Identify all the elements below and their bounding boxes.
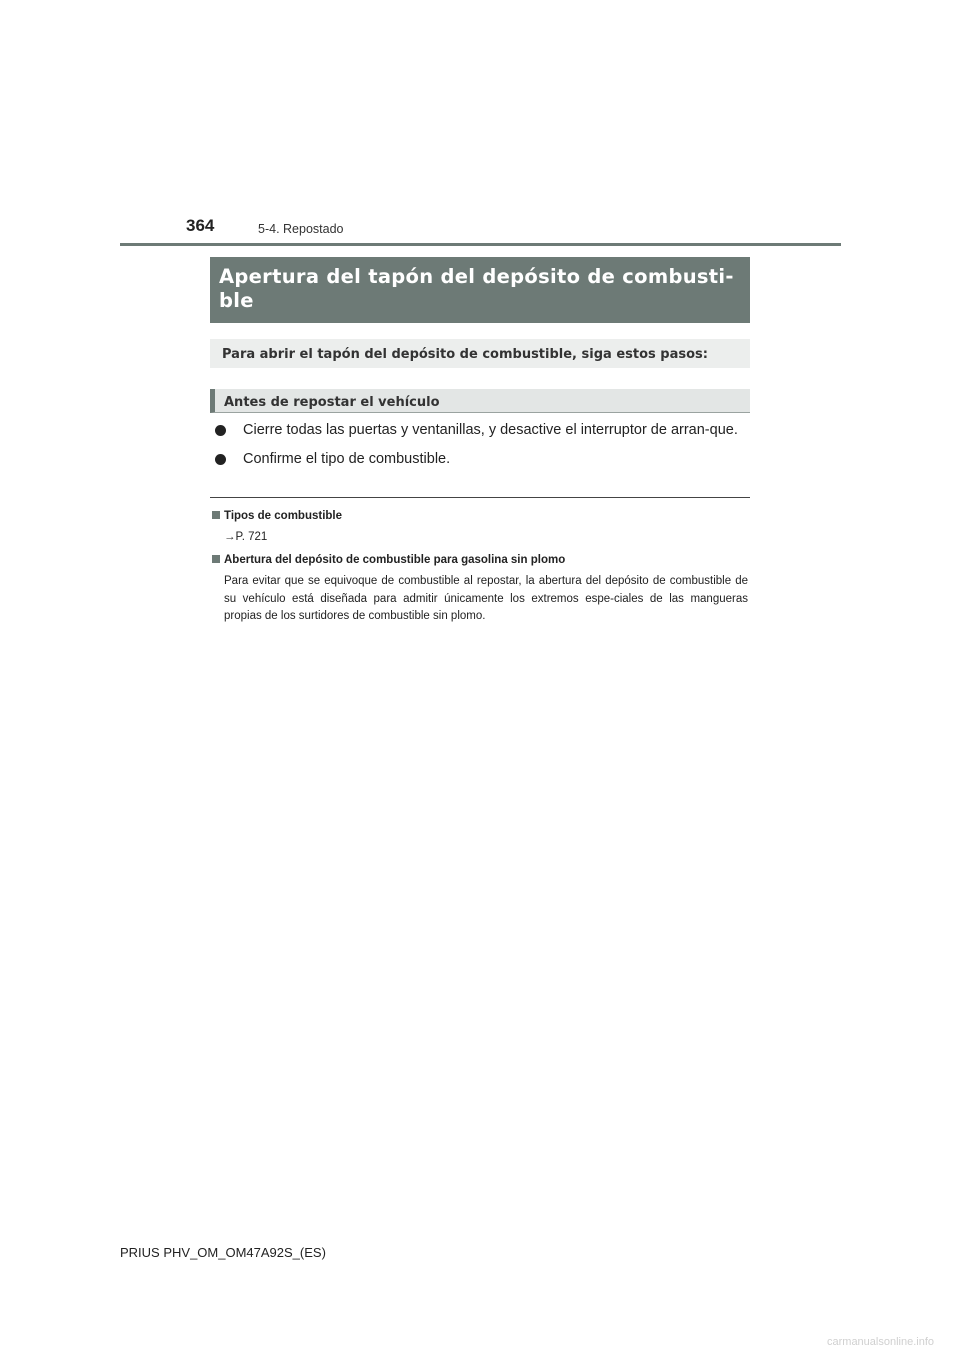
bullet-item xyxy=(212,420,748,441)
bullet-dot-icon xyxy=(215,454,226,465)
title-line-2: ble xyxy=(219,289,254,312)
watermark: carmanualsonline.info xyxy=(827,1336,935,1348)
bullet-dot-icon xyxy=(215,425,226,436)
section-label: 5-4. Repostado xyxy=(258,222,344,236)
note-heading-text: Tipos de combustible xyxy=(224,510,342,522)
note-heading xyxy=(212,508,748,524)
note-heading xyxy=(212,552,748,568)
intro-box xyxy=(210,339,750,368)
note-body: Para evitar que se equivoque de combustible al repostar, la abertura del depósito de combustible de su vehículo está diseñada para admitir únicamente los extremos espe-ciales de las mangueras propias de los surtidores de combustible sin plomo. xyxy=(224,575,748,622)
page-number: 364 xyxy=(186,216,215,235)
divider xyxy=(210,497,750,498)
note-fuel-types xyxy=(212,508,748,547)
page-title xyxy=(219,265,742,313)
header-rule xyxy=(120,243,841,246)
bullet-list xyxy=(212,420,748,478)
bullet-text: Cierre todas las puertas y ventanillas, y desactive el interruptor de arran-que. xyxy=(243,422,738,438)
subsection-title: Antes de repostar el vehículo xyxy=(224,395,440,410)
square-bullet-icon xyxy=(212,511,220,519)
subsection-header xyxy=(210,389,750,413)
intro-text: Para abrir el tapón del depósito de combustible, siga estos pasos: xyxy=(222,347,708,362)
note-unleaded-opening xyxy=(212,552,748,626)
bullet-text: Confirme el tipo de combustible. xyxy=(243,451,451,467)
bullet-item xyxy=(212,449,748,470)
note-reference-link[interactable]: →P. 721 xyxy=(224,531,268,543)
square-bullet-icon xyxy=(212,555,220,563)
footer-doc-id: PRIUS PHV_OM_OM47A92S_(ES) xyxy=(120,1245,326,1260)
title-line-1: Apertura del tapón del depósito de combusti- xyxy=(219,265,734,288)
title-box xyxy=(210,257,750,323)
note-heading-text: Abertura del depósito de combustible para gasolina sin plomo xyxy=(224,554,566,566)
